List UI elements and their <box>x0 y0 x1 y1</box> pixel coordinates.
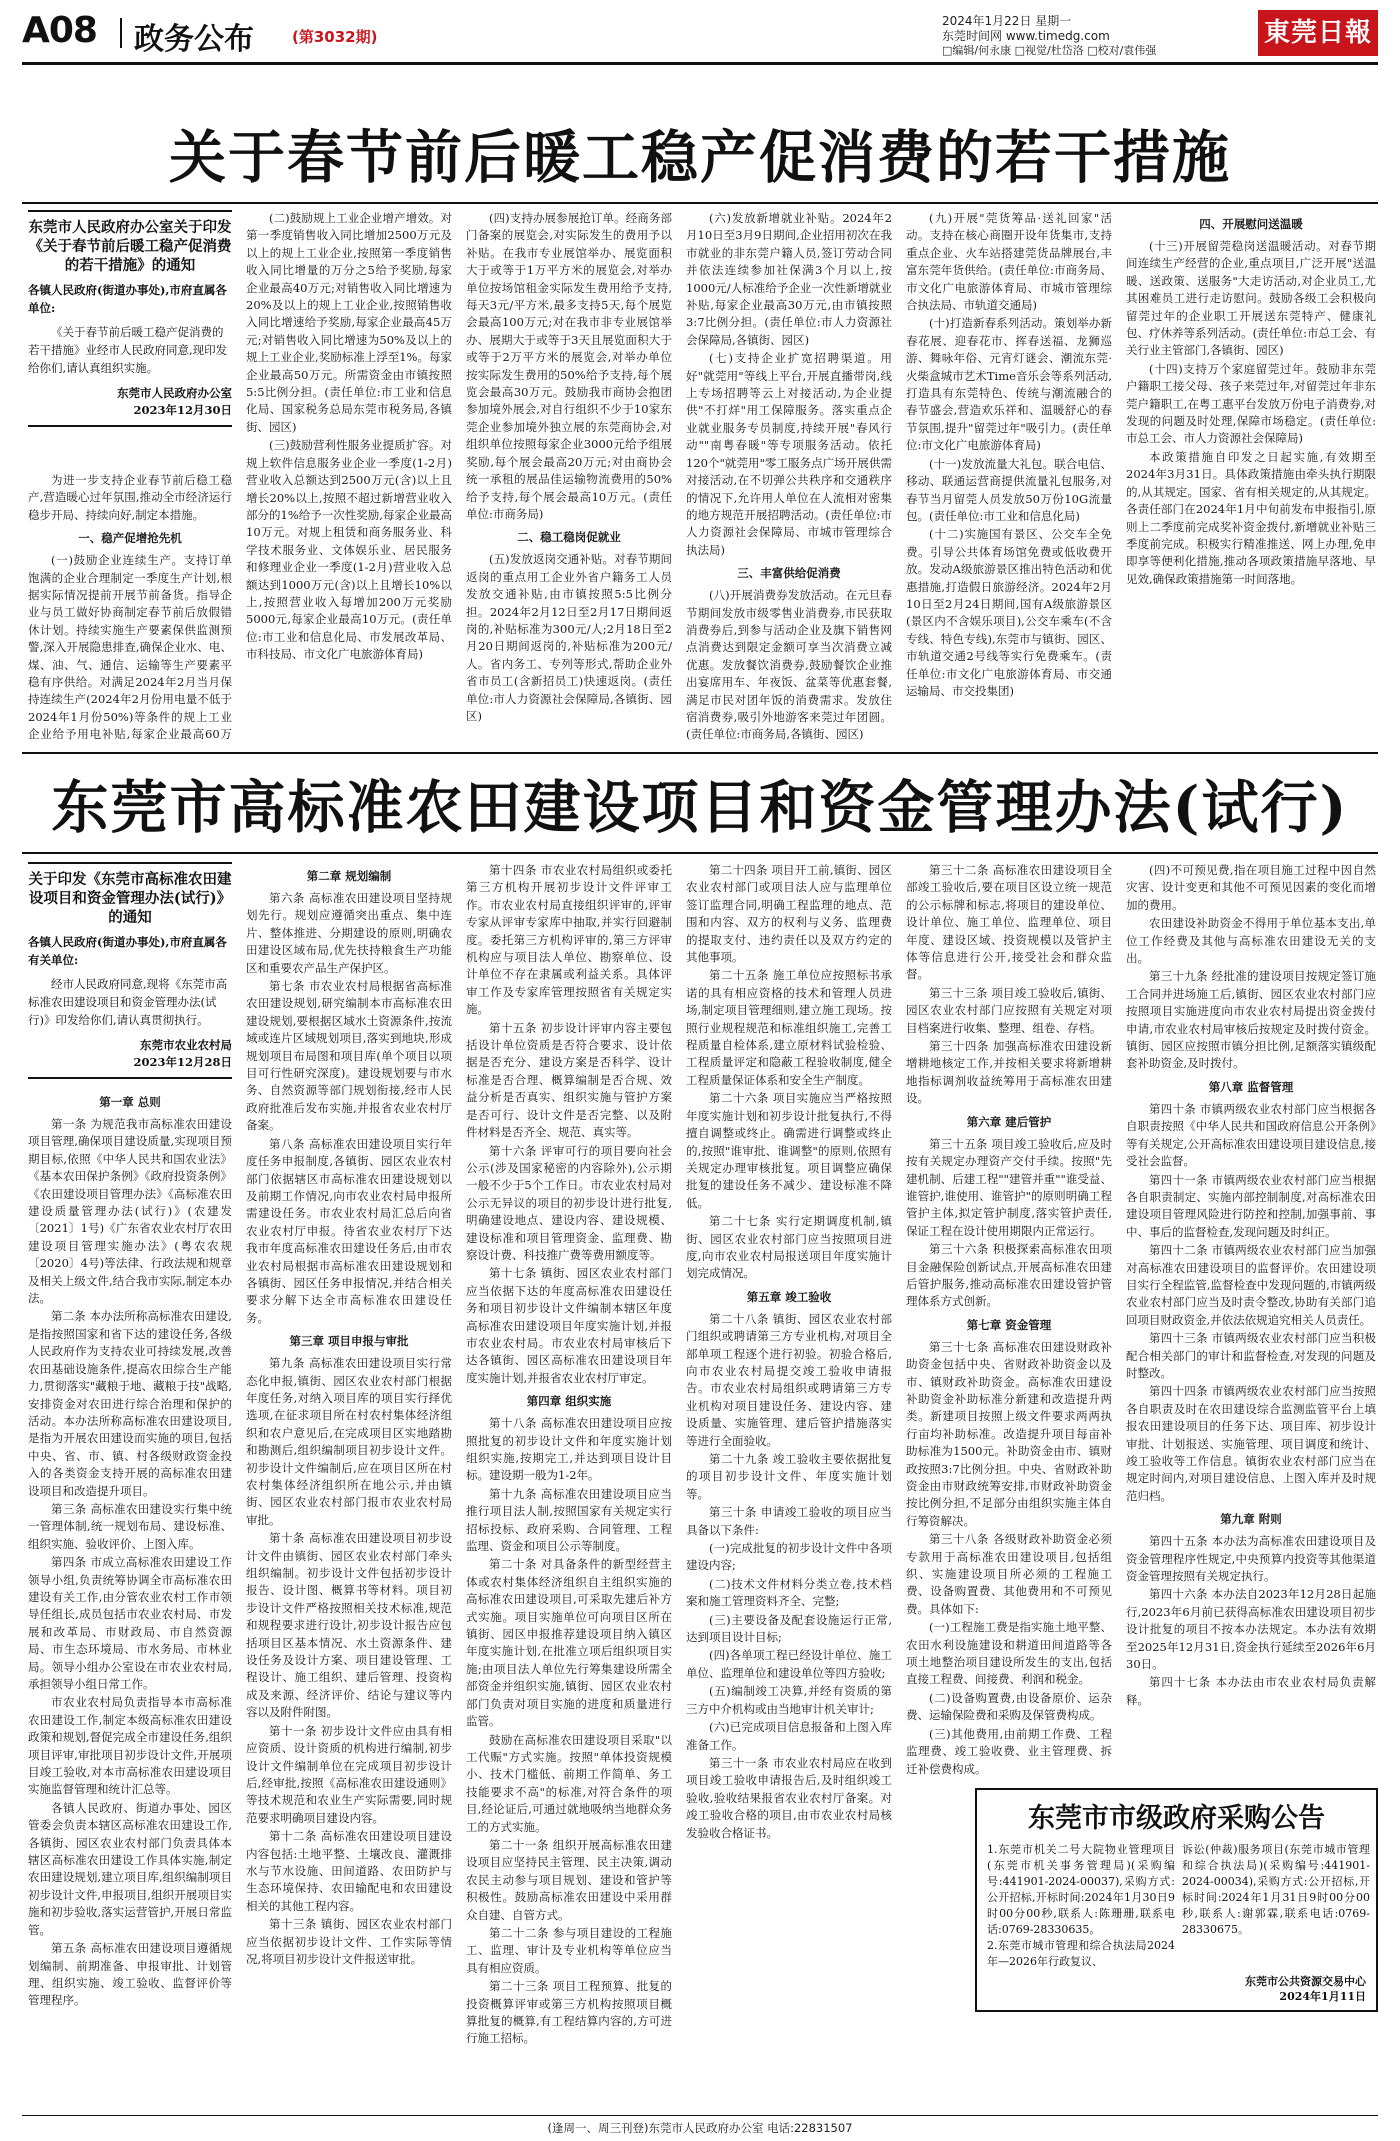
page-footer: (逢周一、周三刊登)东莞市人民政府办公室 电话:22831507 <box>547 2121 853 2135</box>
article2-article-22: 第二十二条 参与项目建设的工程施工、监理、审计及专业机构等单位应当具有相应资质。 <box>466 1925 672 1975</box>
article1-notice-date: 2023年12月30日 <box>133 403 232 417</box>
article2-article-37: 第三十七条 高标准农田建设财政补助资金包括中央、省财政补助资金以及市、镇财政补助资金。高标准农田建设补助资金补助标准分新建和改造提升两类。新建项目按照上级文件要求两两执行亩均补助标准。改造提升项目每亩补助标准为1500元。补助资金由市、镇财政按照3:7比例分担。中央、省财政补助资金由市财政统筹安排,市财政补助资金按比例分担,不足部分由组织实施主体自行筹资解决。 <box>906 1339 1112 1528</box>
article2-col-1 <box>28 1088 232 2108</box>
article1-measure-10: (十)打造新春系列活动。策划举办新春花展、迎春花市、挥春送福、龙狮巡游、舞咏年俗、元宵灯谜会、潮流东莞·火柴盒城市艺术Time音乐会等系列活动,打造具有东莞特色、传统与潮流融合的春节盛会,营造欢乐祥和、温暖舒心的春节氛围,提升"留莞过年"吸引力。(责任单位:市文化广电旅游体育局) <box>906 316 1112 453</box>
article2-article-30: 第三十条 申请竣工验收的项目应当具备以下条件: <box>686 1505 892 1537</box>
article2-col-3 <box>466 862 672 2108</box>
article2-article-44: 第四十四条 市镇两级农业农村部门应当按照各自职责及时在农田建设综合监测监管平台上填报农田建设项目的任务下达、项目库、初步设计审批、计划报送、实施管理、项目调度和统计、竣工验收等工作信息。镇街农业农村部门应当在规定时间内,对项目建设信息、上图入库并及时规范归档。 <box>1126 1384 1376 1503</box>
article2-col-2 <box>246 862 452 2108</box>
article1-notice-addressee: 各镇人民政府(街道办事处),市府直属各单位: <box>28 283 227 315</box>
article2-article-34: 第三十四条 加强高标准农田建设新增耕地核定工作,并按相关要求将新增耕地指标调剂收益统筹用于高标准农田建设。 <box>906 1039 1112 1106</box>
article2-article-13: 第十三条 镇街、园区农业农村部门应当依据初步设计文件、工作实际等情况,将项目初步设计文件报送审批。 <box>246 1917 452 1966</box>
article2-col-5 <box>906 862 1112 1782</box>
article2-chapter-4: 第四章 组织实施 <box>526 1394 612 1409</box>
article2-article-14: 第十四条 市农业农村局组织或委托第三方机构开展初步设计文件评审工作。市农业农村局直接组织评审的,评审专家从评审专家库中抽取,并实行回避制度。委托第三方机构评审的,第三方评审机构应与项目法人单位、勘察单位、设计单位不存在隶属或利益关系。具体评审工作及专家库管理按照省有关规定实施。 <box>466 863 672 1017</box>
article1-measure-1: (一)鼓励企业连续生产。支持订单饱满的企业合理制定一季度生产计划,根据实际情况提前开展节前备货。指导企业与员工做好协商制定春节前后放假错休计划。持续实施生产要素保供监测预警,深入开展隐患排查,确保企业水、电、煤、油、气、通信、运输等生产要素平稳有序供给。对满足2024年2月当月保持连续生产(2024年2月份用电量不低于2024年1月份50%)等条件的规上工业企业给予用电补贴,每家企业最高60万 <box>28 553 232 742</box>
article2-notice-date: 2023年12月28日 <box>133 1055 232 1069</box>
article1-intro: 为进一步支持企业春节前后稳工稳产,营造暖心过年氛围,推动全市经济运行稳步开局、持续向好,制定本措施。 <box>28 473 232 522</box>
procurement-date: 2024年1月11日 <box>1279 1990 1366 2003</box>
article1-col-1 <box>28 472 232 746</box>
article1-measure-4: (四)支持办展参展抢订单。经商务部门备案的展览会,对实际发生的费用予以补贴。在我市专业展馆举办、展览面积大于或等于1万平方米的展览会,对举办单位按场馆租金实际发生费用给予支持,每天3元/平方米,最多支持5天,每个展览会最高100万元;对在我市非专业展馆举办、展期大于或等于3天且展览面积大于或等于2万平方米的展览会,对举办单位按实际发生费用的50%给予支持,每个展览会最高30万元。鼓励我市商协会抱团参加境外展会,对自行组织不少于10家东莞企业参加境外独立展的东莞商协会,对组织单位按照每家企业3000元给予组展奖励,每个展会最高20万元;对由商协会统一承租的展品佳运输物流费用的50%给予支持,每个展会最高10万元。(责任单位:市商务局) <box>466 211 672 521</box>
article2-fee-2: (二)设备购置费,由设备原价、运杂费、运输保险费和采购及保管费构成。 <box>906 1690 1112 1723</box>
article2-article-41: 第四十一条 市镇两级农业农村部门应当根据各自职责制定、实施内部控制制度,对高标准农田建设项目管理风险进行防控和控制,加强事前、事中、事后的监督检查,发现问题及时纠正。 <box>1126 1172 1376 1239</box>
article2-condition-6: (六)已完成项目信息报备和上图入库准备工作。 <box>686 1720 892 1752</box>
article2-condition-2: (二)技术文件材料分类立卷,技术档案和施工管理资料齐全、完整; <box>686 1576 892 1609</box>
article1-closing: 本政策措施自印发之日起实施,有效期至2024年3月31日。具体政策措施由牵头执行期限的,从其规定。国家、省有相关规定的,从其规定。各责任部门在2024年1月中旬前发布申报指引,原则上二季度前完成奖补资金拨付,新增就业补贴三季度前完成。积极实行精准推送、网上办理,免申即享等便利化措施,推动各项政策措施早落地、早见效,确保政策措施第一时间落地。 <box>1126 449 1376 586</box>
article2-article-39: 第三十九条 经批准的建设项目按规定签订施工合同并进场施工后,镇街、园区农业农村部门应按照项目实施进度向市农业农村局提出资金拨付申请,市农业农村局审核后按规定及时拨付资金。镇街、园区应按照市镇分担比例,足额落实镇级配套补助资金,及时拨付。 <box>1126 969 1376 1071</box>
article2-article-5: 第五条 高标准农田建设项目遵循规划编制、前期准备、申报审批、计划管理、组织实施、竣工验收、监督评价等管理程序。 <box>28 1941 232 2008</box>
article2-article-4c: 各镇人民政府、街道办事处、园区管委会负责本辖区高标准农田建设工作,各镇街、园区农业农村部门负责具体本辖区高标准农田建设工作具体实施,制定农田建设规划,建立项目库,组织编制项目初步设计文件,申报项目,组织开展项目实施和初步验收,落实运营管护,开展日常监管。 <box>28 1800 232 1937</box>
article2-article-3: 第三条 高标准农田建设实行集中统一管理体制,统一规划布局、建设标准、组织实施、验收评价、上图入库。 <box>28 1501 232 1551</box>
article1-notice-signer: 东莞市人民政府办公室 <box>117 386 232 400</box>
masthead-rule <box>22 62 1378 65</box>
article2-article-17: 第十七条 镇街、园区农业农村部门应当依据下达的年度高标准农田建设任务和项目初步设计文件编制本辖区年度高标准农田建设项目年度实施计划,并报市农业农村局。市农业农村局审核后下达各镇街、园区高标准农田建设项目年度实施计划,并报省农业农村厅审定。 <box>466 1266 672 1385</box>
article2-article-18: 第十八条 高标准农田建设项目应按照批复的初步设计文件和年度实施计划组织实施,按期完工,并达到项目设计目标。建设期一般为1-2年。 <box>466 1416 672 1483</box>
procurement-right-col <box>1182 1842 1370 1938</box>
procurement-signer-name: 东莞市公共资源交易中心 <box>1245 1975 1366 1988</box>
procurement-title: 东莞市市级政府采购公告 <box>1028 1803 1325 1834</box>
article1-section-1: 一、稳产促增抢先机 <box>78 531 182 546</box>
article1-col-6 <box>1126 210 1376 746</box>
article2-condition-3: (三)主要设备及配套设施运行正常,达到项目设计目标; <box>686 1612 892 1645</box>
article1-section-3: 三、丰富供给促消费 <box>737 566 841 581</box>
article2-article-2: 第二条 本办法所称高标准农田建设,是指按照国家和省下达的建设任务,各级人民政府作为支持农业可持续发展,改善农田基础设施条件,提高农田综合生产能力,贯彻落实"藏粮于地、藏粮于技"战略,安排资金对农田进行综合治理和保护的活动。本办法所称高标准农田建设项目,是指为开展农田建设而实施的项目,包括中央、省、市、镇、村各级财政资金投入的各类资金支持开展的高标准农田建设项目和改造提升项目。 <box>28 1309 232 1498</box>
newspaper-logo: 東莞日報 <box>1258 10 1378 56</box>
article2-article-24: 第二十四条 项目开工前,镇街、园区农业农村部门或项目法人应与监理单位签订监理合同,明确工程监理的地点、范围和内容、双方的权利与义务、监理费的提取支付、违约责任以及双方约定的其他事项。 <box>686 863 892 965</box>
article1-section-4: 四、开展慰问送温暖 <box>1199 217 1303 231</box>
article2-notice-addressee: 各镇人民政府(街道办事处),市府直属各有关单位: <box>28 935 227 967</box>
article2-fee-1: (一)工程施工费是指实施土地平整、农田水利设施建设和耕道田间道路等各项土地整治项目建设所发生的支出,包括直接工程费、间接费、利润和税金。 <box>906 1620 1112 1687</box>
procurement-signer <box>1245 1974 1366 2004</box>
procurement-item-2: 2.东莞市城市管理和综合执法局2024年—2026年行政复议、 <box>987 1939 1175 1968</box>
article2-article-43: 第四十三条 市镇两级农业农村部门应当积极配合相关部门的审计和监督检查,对发现的问题及时整改。 <box>1126 1331 1376 1380</box>
article1-rule <box>22 202 1378 204</box>
article2-article-45: 第四十五条 本办法为高标准农田建设项目及资金管理程序性规定,中央预算内投资等其他渠道资金管理按照有关规定执行。 <box>1126 1534 1376 1584</box>
article2-notice-box <box>28 862 232 1079</box>
article1-measure-2: (二)鼓励规上工业企业增产增效。对第一季度销售收入同比增加2500万元及以上的规上工业企业,按照第一季度销售收入同比增量的万分之5给予奖励,每家企业最高40万元;对销售收入同比增速为20%及以上的规上工业企业,按照销售收入同比增速给予奖励,每家企业最高45万元;对销售收入同比增速为50%及以上的规上工业企业,奖励标准上浮至1%。每家企业最高50万元。所需资金由市镇按照5:5比例分担。(责任单位:市工业和信息化局、国家税务总局东莞市税务局,各镇街、园区) <box>246 211 452 434</box>
article2-chapter-5: 第五章 竣工验收 <box>746 1289 832 1304</box>
article2-article-26: 第二十六条 项目实施应当严格按照年度实施计划和初步设计批复执行,不得擅自调整或终止。确需进行调整或终止的,按照"谁审批、谁调整"的原则,依照有关规定办理审核批复。项目调整应确保批复的建设任务不减少、建设标准不降低。 <box>686 1091 892 1210</box>
article1-col-5 <box>906 210 1112 746</box>
article2-article-12: 第十二条 高标准农田建设项目建设内容包括:土地平整、土壤改良、灌溉排水与节水设施、田间道路、农田防护与生态环境保持、农田输配电和农田建设相关的其他工程内容。 <box>246 1829 452 1913</box>
article1-measure-6: (六)发放新增就业补贴。2024年2月10日至3月9日期间,企业招用初次在我市就业的非东莞户籍人员,签订劳动合同并依法连续参加社保满3个月以上,按1000元/人标准给予企业一次性新增就业补贴,每家企业最高30万元,由市镇按照3:7比例分担。(责任单位:市人力资源社会保障局,各镇街、园区) <box>686 211 892 347</box>
article2-article-27: 第二十七条 实行定期调度机制,镇街、园区农业农村部门应当按照项目进度,向市农业农村局报送项目年度实施计划完成情况。 <box>686 1214 892 1281</box>
article2-article-16: 第十六条 评审可行的项目要向社会公示(涉及国家秘密的内容除外),公示期一般不少于5个工作日。市农业农村局对公示无异议的项目的初步设计进行批复,明确建设地点、建设内容、建设规模、建设标准和项目管理资金、监理费、勘察设计费、科技推广费等费用额度等。 <box>466 1143 672 1262</box>
masthead-divider <box>120 18 122 48</box>
procurement-left-col <box>987 1842 1175 1970</box>
article1-measure-9: (九)开展"莞货筹品·送礼回家"活动。支持在核心商圈开设年货集市,支持重点企业、火车站搭建莞货品牌展台,丰富东莞年货供给。(责任单位:市商务局、市文化广电旅游体育局、市城市管理综合执法局、市轨道交通局) <box>906 211 1112 313</box>
article2-article-28: 第二十八条 镇街、园区农业农村部门组织或聘请第三方专业机构,对项目全部单项工程逐个进行初验。初验合格后,向市农业农村局提交竣工验收申请报告。市农业农村局组织或聘请第三方专业机构对项目建设任务、建设内容、建设质量、实施管理、建后管护措施落实等进行全面验收。 <box>686 1311 892 1448</box>
article2-top-rule <box>22 752 1378 754</box>
article2-article-21: 第二十一条 组织开展高标准农田建设项目应坚持民主管理、民主决策,调动农民主动参与项目规划、建设和管护等积极性。鼓励高标准农田建设中采用群众自建、自管方式。 <box>466 1837 672 1922</box>
article2-article-15: 第十五条 初步设计评审内容主要包括设计单位资质是否符合要求、设计依据是否充分、建设方案是否科学、设计标准是否合理、概算编制是否合规、效益分析是否真实、组织实施与管护方案是否可行、设计文件是否完整、以及附件材料是否齐全、规范、真实等。 <box>466 1020 672 1140</box>
article1-col-3 <box>466 210 672 746</box>
website: 东莞时间网 www.timedg.com <box>942 29 1110 43</box>
article2-condition-4: (四)各单项工程已经设计单位、施工单位、监理单位和建设单位等四方验收; <box>686 1648 892 1680</box>
masthead <box>22 10 1378 58</box>
article2-article-29: 第二十九条 竣工验收主要依据批复的项目初步设计文件、年度实施计划等。 <box>686 1452 892 1501</box>
article2-article-40: 第四十条 市镇两级农业农村部门应当根据各自职责按照《中华人民共和国政府信息公开条例》等有关规定,公开高标准农田建设项目建设信息,接受社会监督。 <box>1126 1101 1376 1169</box>
article2-article-25: 第二十五条 施工单位应按照标书承诺的具有相应资格的技术和管理人员进场,制定项目管理细则,建立施工现场。按照行业规程规范和标准组织施工,完善工程质量自检体系,建立原材料试验检验、工程质量评定和隐蔽工程验收制度,健全工程质量保证体系和安全生产制度。 <box>686 968 892 1087</box>
procurement-notice <box>975 1788 1378 2012</box>
article2-article-11: 第十一条 初步设计文件应由具有相应资质、设计资质的机构进行编制,初步设计文件编制单位在完成项目初步设计后,经审批,按照《高标准农田建设通则》等技术规范和农业生产实际需要,同时规范要求明确项目建设内容。 <box>246 1723 452 1825</box>
article1-notice-box <box>28 210 232 427</box>
article2-article-4b: 市农业农村局负责指导本市高标准农田建设工作,制定本级高标准农田建设政策和规划,督促完成全市建设任务,组织项目评审,审批项目初步设计文件,开展项目竣工验收,对本市高标准农田建设项目实施监督管理和统计汇总等。 <box>28 1695 232 1797</box>
section-name: 政务公布 <box>134 22 254 57</box>
article2-chapter-1: 第一章 总则 <box>99 1095 161 1109</box>
article2-article-8: 第八条 高标准农田建设项目实行年度任务申报制度,各镇街、园区农业农村部门依据辖区市高标准农田建设规划以及前期工作情况,向市农业农村局申报所需建设任务。市农业农村局汇总后向省农业农村厅申报。待省农业农村厅下达我市年度高标准农田建设任务后,由市农业农村局根据市高标准农田建设规划和各镇街、园区任务申报情况,并结合相关要求分解下达全市高标准农田建设任务。 <box>246 1136 452 1325</box>
procurement-item-1: 1.东莞市机关二号大院物业管理项目(东莞市机关事务管理局)(采购编号:441901-2024-00037),采购方式:公开招标,开标时间:2024年1月30日9时00分00秒,联系人:陈珊珊,联系电话:0769-28330635。 <box>987 1843 1175 1936</box>
article1-notice-body: 《关于春节前后暖工稳产促消费的若干措施》业经市人民政府同意,现印发给你们,请认真组织实施。 <box>28 325 228 375</box>
article2-article-32: 第三十二条 高标准农田建设项目全部竣工验收后,要在项目区设立统一规范的公示标牌和标志,将项目的建设单位、设计单位、施工单位、监理单位、项目年度、建设区域、投资规模以及管护主体等信息进行公开,接受社会和群众监督。 <box>906 863 1112 982</box>
article1-col-4 <box>686 210 892 746</box>
article2-condition-1: (一)完成批复的初步设计文件中各项建设内容; <box>686 1541 892 1573</box>
article2-article-38b: 农田建设补助资金不得用于单位基本支出,单位工作经费及其他与高标准农田建设无关的支出。 <box>1126 916 1376 966</box>
article2-condition-5: (五)编制竣工决算,并经有资质的第三方中介机构或由当地审计机关审计; <box>686 1684 892 1716</box>
article2-chapter-9: 第九章 附则 <box>1220 1512 1282 1527</box>
article1-section-2: 二、稳工稳岗促就业 <box>517 530 621 545</box>
article1-measure-13: (十三)开展留莞稳岗送温暖活动。对春节期间连续生产经营的企业,重点项目,广泛开展"送温暖、送政策、送服务"大走访活动,对企业员工,尤其困难员工进行走访慰问。鼓励各级工会积极向留莞过年的企业职工开展送东莞特产、健康礼包、疗休养等系列活动。(责任单位:市总工会、有关行业主管部门,各镇街、园区) <box>1126 239 1376 358</box>
article2-notice-title: 关于印发《东莞市高标准农田建设项目和资金管理办法(试行)》的通知 <box>28 871 232 926</box>
editors-credit: □编辑/何永康 □视觉/杜岱洛 □校对/袁伟强 <box>942 44 1157 57</box>
page-number: A08 <box>22 10 97 51</box>
article2-col-6 <box>1126 862 1376 1782</box>
article1-measure-7: (七)支持企业扩宽招聘渠道。用好"就莞用"等线上平台,开展直播带岗,线上专场招聘等云上对接活动,为企业提供"不打烊"用工保障服务。落实重点企业就业服务专员制度,持续开展"春风行动""南粤春暖"等专项服务活动。依托120个"就莞用"零工服务点广场开展供需对接活动,在不切弹公共秩序和交通秩序的情况下,允许用人单位在人流相对密集的地方规范开展招聘活动。(责任单位:市人力资源社会保障局、市城市管理综合执法局) <box>686 351 892 557</box>
article2-article-47: 第四十七条 本办法由市农业农村局负责解释。 <box>1126 1675 1376 1707</box>
article1-col-2 <box>246 210 452 746</box>
article2-fee-3: (三)其他费用,由前期工作费、工程监理费、竣工验收费、业主管理费、拆迁补偿费构成。 <box>906 1726 1112 1776</box>
article2-article-42: 第四十二条 市镇两级农业农村部门应当加强对高标准农田建设项目的监督评价。农田建设项目实行全程监管,监督检查中发现问题的,市镇两级农业农村部门应当及时责令整改,协助有关部门追回项目财政资金,并依法依规追究相关人员责任。 <box>1126 1243 1376 1327</box>
article2-rule <box>22 852 1378 854</box>
article1-notice-title: 东莞市人民政府办公室关于印发《关于春节前后暖工稳产促消费的若干措施》的通知 <box>28 219 232 274</box>
article2-article-38: 第三十八条 各级财政补助资金必须专款用于高标准农田建设项目,包括组织、实施建设项目所必须的工程施工费、设备购置费、其他费用和不可预见费。具体如下: <box>906 1532 1112 1616</box>
article2-chapter-3: 第三章 项目申报与审批 <box>289 1334 409 1349</box>
article2-article-46: 第四十六条 本办法自2023年12月28日起施行,2023年6月前已获得高标准农田建设项目初步设计批复的项目不按本办法规定。本办法有效期至2025年12月31日,资金执行延续至2026年6月30日。 <box>1126 1587 1376 1672</box>
article2-article-36: 第三十六条 积极探索高标准农田项目金融保险创新试点,开展高标准农田建后管护服务,推动高标准农田建设管护管理体系方式创新。 <box>906 1242 1112 1309</box>
article2-article-10: 第十条 高标准农田建设项目初步设计文件由镇街、园区农业农村部门牵头组织编制。初步设计文件包括初步设计报告、设计图、概算书等材料。项目初步设计文件严格按照相关技术标准,规范和规程要求进行设计,初步设计报告应包括项目区基本情况、水土资源条件、建设任务及设计方案、项目建设管理、工程设计、施工组织、建后管理、投资构成及来源、经济评价、结论与建议等内容以及附件附图。 <box>246 1531 452 1720</box>
article2-headline: 东莞市高标准农田建设项目和资金管理办法(试行) <box>51 774 1349 841</box>
article1-measure-3: (三)鼓励营利性服务业提质扩容。对规上软件信息服务业企业一季度(1-2月)营业收入总额达到2500万元(含)以上且增长20%以上,按照不超过新增营业收入部分的1%给予一次性奖励,每家企业最高10万元。对规上租赁和商务服务业、科学技术服务业、文体娱乐业、居民服务和修理业企业一季度(1-2月)营业收入总额达到1000万元(含)以上且增长10%以上,按照营业收入每增加200万元奖励5000元,每家企业最高10万元。(责任单位:市工业和信息化局、市发展改革局、市科技局、市文化广电旅游体育局) <box>246 438 452 662</box>
article1-measure-8: (八)开展消费券发放活动。在元旦春节期间发放市级零售业消费券,市民获取消费券后,到参与活动企业及旗下销售网点消费达到限定金额可享当次消费立减优惠。发放餐饮消费券,鼓励餐饮企业推出宴席用车、年夜饭、盆菜等优惠套餐,满足市民对团年饭的消费需求。发放住宿消费券,吸引外地游客来莞过年团圆。(责任单位:市商务局,各镇街、园区) <box>686 588 892 742</box>
publication-date: 2024年1月22日 星期一 <box>942 14 1072 28</box>
article2-chapter-2: 第二章 规划编制 <box>306 869 392 883</box>
article2-article-6: 第六条 高标准农田建设项目坚持规划先行。规划应遵循突出重点、集中连片、整体推进、分期建设的原则,明确农田建设区域布局,优先扶持粮食生产功能区和重要农产品生产保护区。 <box>246 891 452 975</box>
article2-article-1: 第一条 为规范我市高标准农田建设项目管理,确保项目建设质量,实现项目预期目标,依照《中华人民共和国农业法》《基本农田保护条例》《政府投资条例》《农田建设项目管理办法》《高标准农田建设质量管理办法(试行)》(农建发〔2021〕1号)《广东省农业农村厅农田建设项目管理实施办法》(粤农农规〔2020〕4号)等法律、行政法规和规章及相关上级文件,结合我市实际,制定本办法。 <box>28 1117 232 1306</box>
article1-measure-11: (十一)发放流量大礼包。联合电信、移动、联通运营商提供流量礼包服务,对春节当月留莞人员发放50万份10G流量包。(责任单位:市工业和信息化局) <box>906 456 1112 523</box>
article2-article-33: 第三十三条 项目竣工验收后,镇街、园区农业农村部门应按照有关规定对项目档案进行收集、整理、组卷、存档。 <box>906 985 1112 1035</box>
article2-article-9: 第九条 高标准农田建设项目实行常态化申报,镇街、园区农业农村部门根据年度任务,对纳入项目库的项目实行择优选项,在征求项目所在村农村集体经济组织和农户意见后,在完成项目区实地踏勘和勘测后,组织编制项目初步设计文件。初步设计文件编制后,应在项目区所在村农村集体经济组织所在地公示,并由镇街、园区农业农村部门报市农业农村局审批。 <box>246 1356 452 1527</box>
article2-article-31: 第三十一条 市农业农村局应在收到项目竣工验收申请报告后,及时组织竣工验收,验收结果报省农业农村厅备案。对竣工验收合格的项目,由市农业农村局核发验收合格证书。 <box>686 1755 892 1840</box>
article2-chapter-7: 第七章 资金管理 <box>966 1317 1052 1332</box>
article2-article-19: 第十九条 高标准农田建设项目应当推行项目法人制,按照国家有关规定实行招标投标、政府采购、合同管理、工程监理、资金和项目公示等制度。 <box>466 1486 672 1554</box>
article2-article-23: 第二十三条 项目工程预算、批复的投资概算评审或第三方机构按照项目概算批复的概算,有工程结算内容的,方可进行施工招标。 <box>466 1979 672 2046</box>
article2-article-20: 第二十条 对具备条件的新型经营主体或农村集体经济组织自主组织实施的高标准农田建设项目,可采取先建后补方式实施。项目实施单位可向项目区所在镇街、园区申报推荐建设项目纳入镇区年度实施计划,在批准立项后组织项目实施;由项目法人单位先行筹集建设所需全部资金并组织实施,镇街、园区农业农村部门负责对项目实施的进度和质量进行监管。 <box>466 1557 672 1729</box>
article2-fee-4: (四)不可预见费,指在项目施工过程中因自然灾害、设计变更和其他不可预见因素的变化而增加的费用。 <box>1126 863 1376 912</box>
article2-notice-signer: 东莞市农业农村局 <box>140 1038 232 1052</box>
article1-headline: 关于春节前后暖工稳产促消费的若干措施 <box>169 124 1231 191</box>
footer-rule <box>22 2115 1378 2116</box>
article2-notice-body: 经市人民政府同意,现将《东莞市高标准农田建设项目和资金管理办法(试行)》印发给你们,请认真贯彻执行。 <box>28 977 228 1027</box>
article2-article-7: 第七条 市农业农村局根据省高标准农田建设规划,研究编制本市高标准农田建设规划,要根据区域水土资源条件,按流域或连片区域规划项目,落实到地块,形成规划项目布局图和项目库(单个项目以项目可行性研究深度)。建设规划要与市水务、自然资源等部门规划衔接,经市人民政府批准后发布实施,并报省农业农村厅备案。 <box>246 979 452 1133</box>
procurement-item-2-cont: 诉讼(仲裁)服务项目(东莞市城市管理和综合执法局)(采购编号:441901-2024-00034),采购方式:公开招标,开标时间:2024年1月31日9时00分00秒,联系人:谢郭霖,联系电话:0769-28330675。 <box>1182 1843 1370 1936</box>
article1-measure-12: (十二)实施国有景区、公交车全免费。引导公共体育场馆免费或低收费开放。发动A级旅游景区推出特色活动和优惠措施,打造假日旅游经济。2024年2月10日至2月24日期间,国有A级旅游景区(景区内不含娱乐项目),公交车乘车(不含专线、特色专线),东莞市与镇街、园区、市轨道交通2号线等实行免费乘车。(责任单位:市文化广电旅游体育局、市交通运输局、市交投集团) <box>906 527 1112 698</box>
article1-measure-14: (十四)支持万个家庭留莞过年。鼓励非东莞户籍职工接父母、孩子来莞过年,对留莞过年非东莞户籍职工,在粤工惠平台发放万份电子消费券,对发现的问题及时处理,保障市场稳定。(责任单位:市总工会、市人力资源社会保障局) <box>1126 361 1376 446</box>
article2-article-4: 第四条 市成立高标准农田建设工作领导小组,负责统筹协调全市高标准农田建设有关工作,由分管农业农村工作市领导任组长,成员包括市农业农村局、市发展和改革局、市财政局、市自然资源局、市生态环境局、市水务局、市林业局。领导小组办公室设在市农业农村局,承担领导小组日常工作。 <box>28 1555 232 1691</box>
article2-article-35: 第三十五条 项目竣工验收后,应及时按有关规定办理资产交付手续。按照"先建机制、后建工程""建管并重""谁受益、谁管护,谁使用、谁管护"的原则明确工程管护主体,拟定管护制度,落实管护责任,保证工程在设计使用期限内正常运行。 <box>906 1136 1112 1238</box>
article1-measure-5: (五)发放返岗交通补贴。对春节期间返岗的重点用工企业外省户籍务工人员发放交通补贴,由市镇按照5:5比例分担。2024年2月12日至2月17日期间返岗的,补贴标准为300元/人;2月18日至2月20日期间返岗的,补贴标准为200元/人。省内务工、专列等形式,帮助企业外省市员工(含新招员工)快速返岗。(责任单位:市人力资源社会保障局,各镇街、园区) <box>466 552 672 723</box>
issue-number: (第3032期) <box>292 28 378 46</box>
article2-chapter-8: 第八章 监督管理 <box>1208 1079 1294 1094</box>
article2-article-20b: 鼓励在高标准农田建设项目采取"以工代赈"方式实施。按照"单体投资规模小、技术门槛低、前期工作简单、务工技能要求不高"的标准,对符合条件的项目,经论证后,可通过就地吸纳当地群众务工的方式实施。 <box>466 1732 672 1834</box>
article2-chapter-6: 第六章 建后管护 <box>966 1114 1052 1129</box>
article2-col-4 <box>686 862 892 2108</box>
